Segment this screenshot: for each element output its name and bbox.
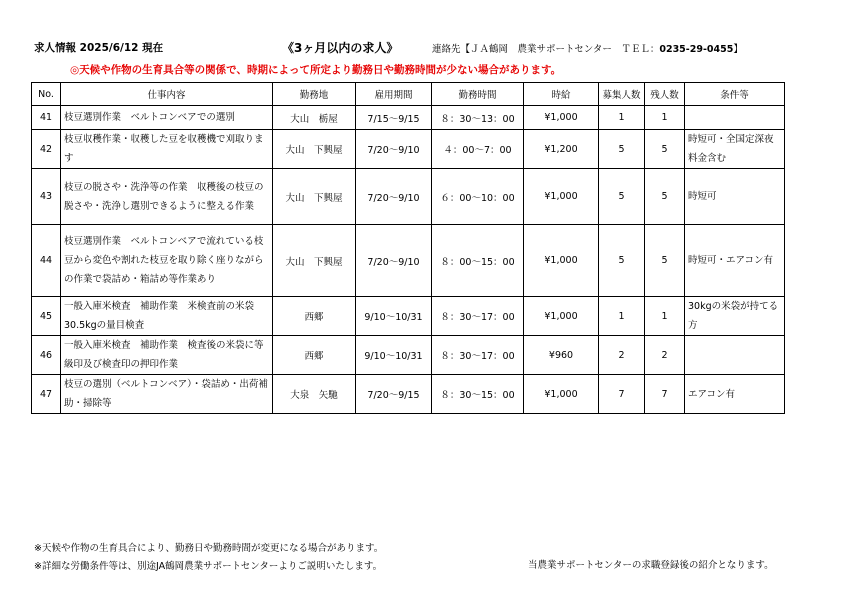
cell-place: 西郷 bbox=[273, 297, 356, 336]
col-header-recruit: 募集人数 bbox=[599, 83, 645, 106]
cell-no: 42 bbox=[32, 130, 61, 169]
col-header-remain: 残人数 bbox=[645, 83, 685, 106]
cell-place: 大山 下興屋 bbox=[273, 169, 356, 225]
table-row bbox=[32, 130, 785, 169]
cell-job: 枝豆選別作業 ベルトコンベアで流れている枝豆から変色や割れた枝豆を取り除く座りながらの作業で袋詰め・箱詰め等作業あり bbox=[61, 225, 273, 297]
col-header-conditions: 条件等 bbox=[685, 83, 785, 106]
cell-period: 7/20～9/15 bbox=[356, 375, 432, 414]
cell-hours: ４：00～7：00 bbox=[432, 130, 524, 169]
cell-job: 枝豆の選別（ベルトコンベア）・袋詰め・出荷補助・掃除等 bbox=[61, 375, 273, 414]
warning-notice: ◎天候や作物の生育具合等の関係で、時期によって所定より勤務日や勤務時間が少ない場合があります。 bbox=[70, 64, 562, 76]
page-title: 《3ヶ月以内の求人》 bbox=[282, 41, 399, 55]
cell-period: 7/20～9/10 bbox=[356, 169, 432, 225]
cell-period: 9/10～10/31 bbox=[356, 297, 432, 336]
cell-hours: ８：00～15：00 bbox=[432, 225, 524, 297]
cell-no: 41 bbox=[32, 106, 61, 130]
col-header-period: 雇用期間 bbox=[356, 83, 432, 106]
cell-wage: ¥1,000 bbox=[524, 169, 599, 225]
cell-conditions: 時短可・エアコン有 bbox=[685, 225, 785, 297]
cell-conditions: 時短可・全国定深夜料金含む bbox=[685, 130, 785, 169]
cell-place: 大山 栃屋 bbox=[273, 106, 356, 130]
cell-wage: ¥1,200 bbox=[524, 130, 599, 169]
cell-no: 46 bbox=[32, 336, 61, 375]
cell-place: 大泉 矢馳 bbox=[273, 375, 356, 414]
cell-period: 7/15～9/15 bbox=[356, 106, 432, 130]
cell-job: 一般入庫米検査 補助作業 米検査前の米袋30.5kgの量目検査 bbox=[61, 297, 273, 336]
col-header-hours: 勤務時間 bbox=[432, 83, 524, 106]
col-header-no: No. bbox=[32, 83, 61, 106]
cell-period: 7/20～9/10 bbox=[356, 130, 432, 169]
cell-recruit: 5 bbox=[599, 225, 645, 297]
cell-remain: 1 bbox=[645, 297, 685, 336]
cell-remain: 7 bbox=[645, 375, 685, 414]
cell-conditions: エアコン有 bbox=[685, 375, 785, 414]
cell-no: 45 bbox=[32, 297, 61, 336]
cell-hours: ８：30～15：00 bbox=[432, 375, 524, 414]
cell-hours: ８：30～17：00 bbox=[432, 297, 524, 336]
table-row bbox=[32, 169, 785, 225]
cell-wage: ¥1,000 bbox=[524, 297, 599, 336]
cell-hours: ６：00～10：00 bbox=[432, 169, 524, 225]
col-header-wage: 時給 bbox=[524, 83, 599, 106]
table-row bbox=[32, 225, 785, 297]
cell-recruit: 5 bbox=[599, 130, 645, 169]
cell-place: 西郷 bbox=[273, 336, 356, 375]
cell-wage: ¥960 bbox=[524, 336, 599, 375]
cell-place: 大山 下興屋 bbox=[273, 225, 356, 297]
job-listings-table bbox=[31, 82, 785, 414]
cell-conditions: 時短可 bbox=[685, 169, 785, 225]
cell-remain: 5 bbox=[645, 169, 685, 225]
cell-remain: 2 bbox=[645, 336, 685, 375]
cell-no: 47 bbox=[32, 375, 61, 414]
cell-conditions bbox=[685, 106, 785, 130]
col-header-job: 仕事内容 bbox=[61, 83, 273, 106]
cell-period: 7/20～9/10 bbox=[356, 225, 432, 297]
cell-period: 9/10～10/31 bbox=[356, 336, 432, 375]
cell-no: 43 bbox=[32, 169, 61, 225]
cell-hours: ８：30～17：00 bbox=[432, 336, 524, 375]
table-row bbox=[32, 375, 785, 414]
footer-note-registration: 当農業サポートセンターの求職登録後の紹介となります。 bbox=[528, 560, 774, 571]
cell-recruit: 7 bbox=[599, 375, 645, 414]
cell-job: 枝豆収穫作業・収穫した豆を収穫機で刈取ります bbox=[61, 130, 273, 169]
contact-tel: 0235-29-0455 bbox=[659, 44, 734, 55]
col-header-place: 勤務地 bbox=[273, 83, 356, 106]
cell-recruit: 1 bbox=[599, 297, 645, 336]
cell-place: 大山 下興屋 bbox=[273, 130, 356, 169]
cell-job: 一般入庫米検査 補助作業 検査後の米袋に等級印及び検査印の押印作業 bbox=[61, 336, 273, 375]
cell-hours: ８：30～13：00 bbox=[432, 106, 524, 130]
cell-recruit: 5 bbox=[599, 169, 645, 225]
cell-remain: 1 bbox=[645, 106, 685, 130]
table-row bbox=[32, 106, 785, 130]
cell-recruit: 1 bbox=[599, 106, 645, 130]
contact-close: 】 bbox=[733, 44, 743, 55]
cell-wage: ¥1,000 bbox=[524, 106, 599, 130]
cell-job: 枝豆選別作業 ベルトコンベアでの選別 bbox=[61, 106, 273, 130]
cell-conditions: 30kgの米袋が持てる方 bbox=[685, 297, 785, 336]
cell-wage: ¥1,000 bbox=[524, 225, 599, 297]
cell-conditions bbox=[685, 336, 785, 375]
cell-recruit: 2 bbox=[599, 336, 645, 375]
cell-no: 44 bbox=[32, 225, 61, 297]
table-row bbox=[32, 336, 785, 375]
contact-info bbox=[432, 41, 743, 55]
footer-note-schedule: ※天候や作物の生育具合により、勤務日や勤務時間が変更になる場合があります。 bbox=[34, 543, 384, 554]
cell-wage: ¥1,000 bbox=[524, 375, 599, 414]
table-row bbox=[32, 297, 785, 336]
cell-remain: 5 bbox=[645, 130, 685, 169]
table-header-row bbox=[32, 83, 785, 106]
cell-job: 枝豆の脱さや・洗浄等の作業 収穫後の枝豆の脱さや・洗浄し選別できるように整える作業 bbox=[61, 169, 273, 225]
cell-remain: 5 bbox=[645, 225, 685, 297]
date-heading: 求人情報 2025/6/12 現在 bbox=[34, 42, 164, 54]
footer-note-details: ※詳細な労働条件等は、別途JA鶴岡農業サポートセンターよりご説明いたします。 bbox=[34, 561, 383, 572]
contact-label: 連絡先【ＪＡ鶴岡 農業サポートセンター ＴＥＬ： bbox=[432, 44, 660, 55]
